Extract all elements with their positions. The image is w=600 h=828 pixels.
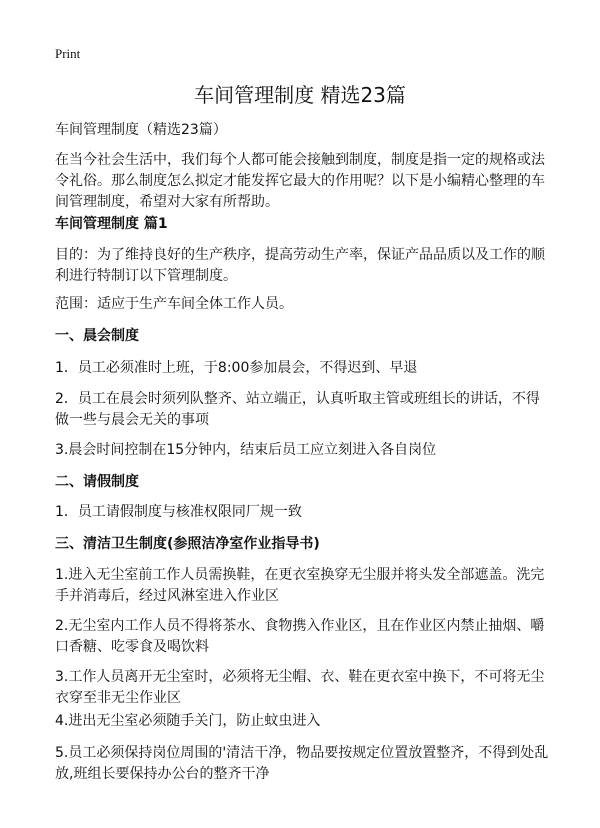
subtitle: 车间管理制度（精选23篇） <box>55 122 227 138</box>
list-item: 1．员工请假制度与核准权限同厂规一致 <box>55 504 302 520</box>
list-item: 3.工作人员离开无尘室时，必须将无尘帽、衣、鞋在更衣室中换下，不可将无尘衣穿至非无尘作业区 <box>55 669 545 706</box>
page-title: 车间管理制度 精选23篇 <box>194 83 406 107</box>
list-item: 2.无尘室内工作人员不得将茶水、食物携入作业区，且在作业区内禁止抽烟、嚼口香糖、吃零食及喝饮料 <box>55 618 545 655</box>
list-item: 2．员工在晨会时须列队整齐、站立端正，认真听取主管或班组长的讲话，不得做一些与晨会无关的事项 <box>55 391 540 428</box>
list-item: 1．员工必须准时上班，于8:00参加晨会，不得迟到、早退 <box>55 360 418 376</box>
intro-paragraph: 在当今社会生活中，我们每个人都可能会接触到制度，制度是指一定的规格或法令礼俗。那么制度怎么拟定才能发挥它最大的作用呢？以下是小编精心整理的车间管理制度，希望对大家有所帮助。 <box>55 152 545 210</box>
purpose-paragraph: 目的：为了维持良好的生产秩序，提高劳动生产率，保证产品品质以及工作的顺利进行特制订以下管理制度。 <box>55 247 545 284</box>
list-item: 5.员工必须保持岗位周围的'清洁干净，物品要按规定位置放置整齐，不得到处乱放,班组长要保持办公台的整齐干净 <box>55 745 549 782</box>
list-item: 4.进出无尘室必须随手关门，防止蚊虫进入 <box>55 713 321 729</box>
heading-cleaning: 三、清洁卫生制度(参照洁净室作业指导书) <box>55 536 320 552</box>
list-item: 1.进入无尘室前工作人员需换鞋，在更衣室换穿无尘服并将头发全部遮盖。洗完手并消毒后，经过风淋室进入作业区 <box>55 567 545 604</box>
print-label: Print <box>55 46 81 61</box>
list-item: 3.晨会时间控制在15分钟内，结束后员工应立刻进入各自岗位 <box>55 442 437 458</box>
heading-leave: 二、请假制度 <box>55 474 139 490</box>
heading-morning-meeting: 一、晨会制度 <box>55 328 139 344</box>
section-heading: 车间管理制度 篇1 <box>55 216 168 232</box>
scope-paragraph: 范围：适应于生产车间全体工作人员。 <box>55 296 293 312</box>
